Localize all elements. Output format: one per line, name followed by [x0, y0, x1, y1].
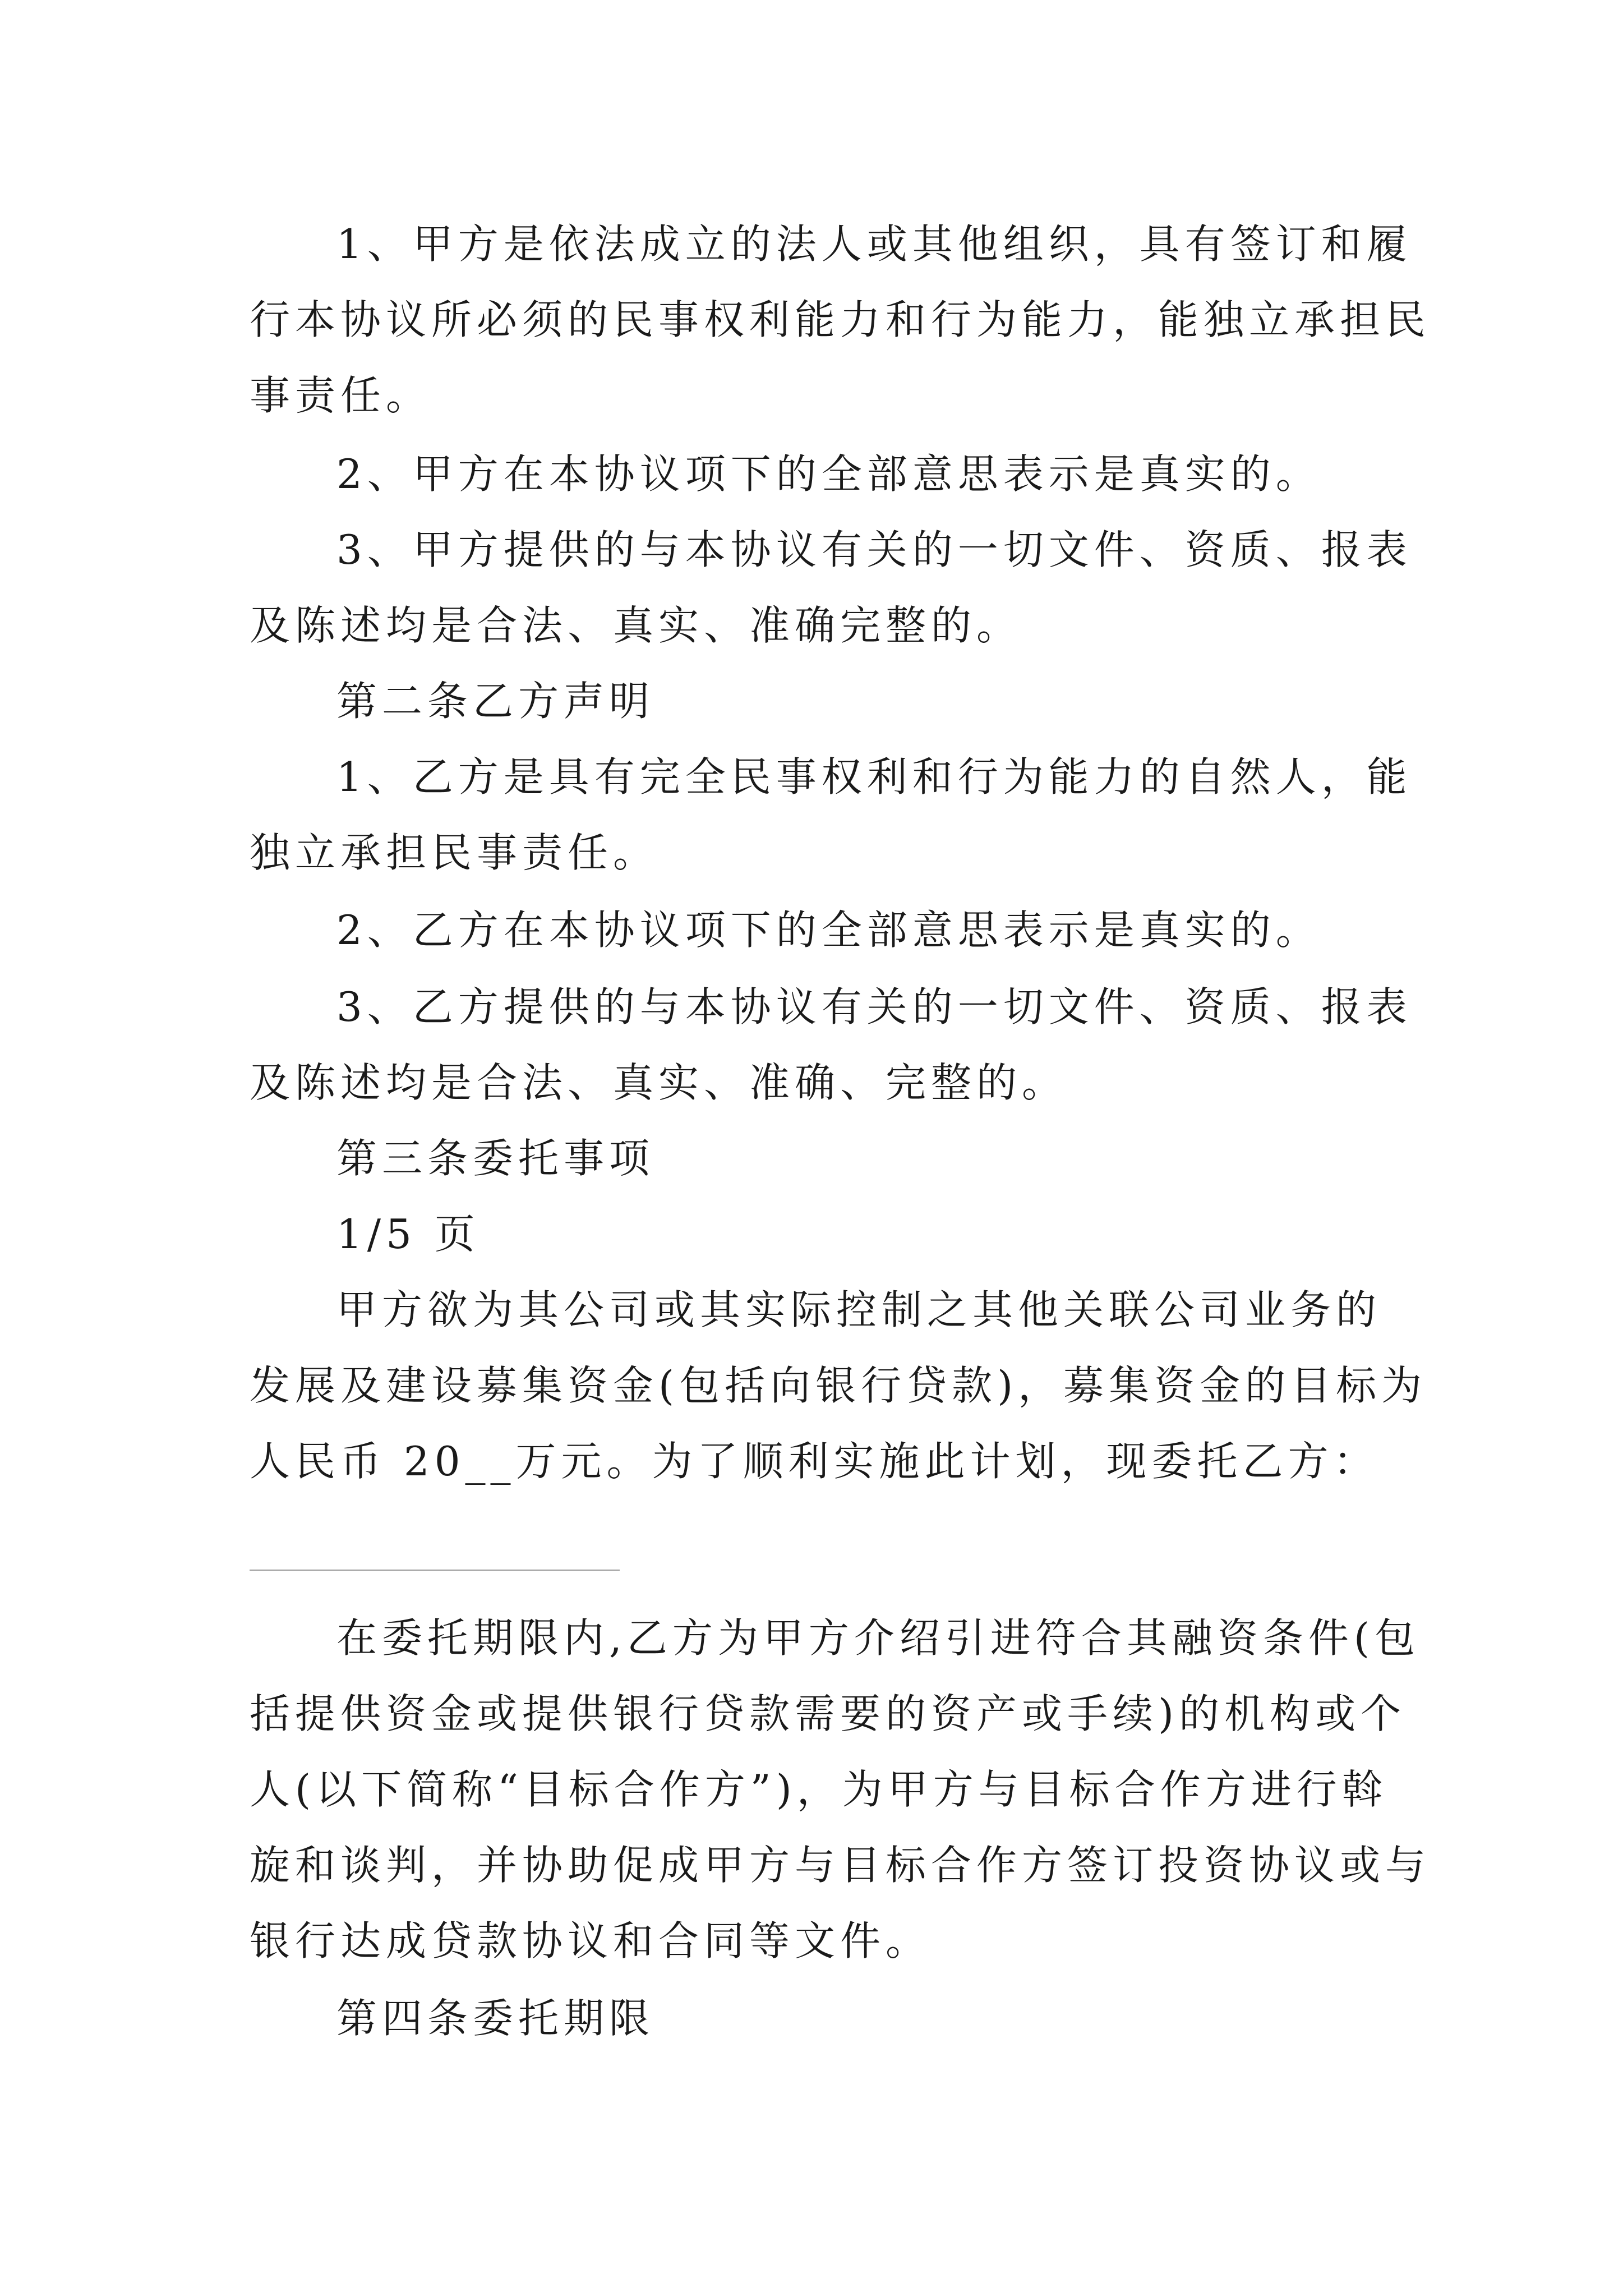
delegation-para-line-1: 在委托期限内,乙方为甲方介绍引进符合其融资条件(包	[336, 1614, 1420, 1662]
article-3-body-line-3: 人民币 20__万元。为了顺利实施此计划，现委托乙方：	[250, 1438, 1379, 1485]
clause-1-1-line-2: 行本协议所必须的民事权利能力和行为能力，能独立承担民	[250, 296, 1431, 343]
article-2-heading: 第二条乙方声明	[336, 678, 655, 725]
delegation-para-line-5: 银行达成贷款协议和合同等文件。	[250, 1917, 932, 1964]
clause-2-3-line-1: 3、乙方提供的与本协议有关的一切文件、资质、报表	[336, 983, 1412, 1030]
article-3-heading: 第三条委托事项	[336, 1135, 655, 1182]
article-4-heading: 第四条委托期限	[336, 1995, 655, 2042]
page-break-divider	[250, 1570, 620, 1571]
article-3-body-line-1: 甲方欲为其公司或其实际控制之其他关联公司业务的	[336, 1286, 1382, 1333]
clause-1-3-line-1: 3、甲方提供的与本协议有关的一切文件、资质、报表	[336, 526, 1412, 573]
clause-1-1-line-3: 事责任。	[250, 372, 432, 419]
delegation-para-line-2: 括提供资金或提供银行贷款需要的资产或手续)的机构或个	[250, 1690, 1407, 1737]
clause-2-1-line-1: 1、乙方是具有完全民事权利和行为能力的自然人，能	[336, 753, 1412, 800]
delegation-para-line-3: 人(以下简称“目标合作方”)，为甲方与目标合作方进行斡	[250, 1766, 1387, 1813]
page-number: 1/5 页	[336, 1211, 480, 1258]
clause-2-3-line-2: 及陈述均是合法、真实、准确、完整的。	[250, 1059, 1068, 1106]
delegation-para-line-4: 旋和谈判，并协助促成甲方与目标合作方签订投资协议或与	[250, 1842, 1431, 1889]
clause-2-1-line-2: 独立承担民事责任。	[250, 829, 659, 876]
clause-1-3-line-2: 及陈述均是合法、真实、准确完整的。	[250, 602, 1022, 649]
article-3-body-line-2: 发展及建设募集资金(包括向银行贷款)，募集资金的目标为	[250, 1362, 1427, 1409]
clause-2-2: 2、乙方在本协议项下的全部意思表示是真实的。	[336, 907, 1321, 954]
clause-1-1-line-1: 1、甲方是依法成立的法人或其他组织，具有签订和履	[336, 220, 1412, 268]
clause-1-2: 2、甲方在本协议项下的全部意思表示是真实的。	[336, 450, 1321, 498]
